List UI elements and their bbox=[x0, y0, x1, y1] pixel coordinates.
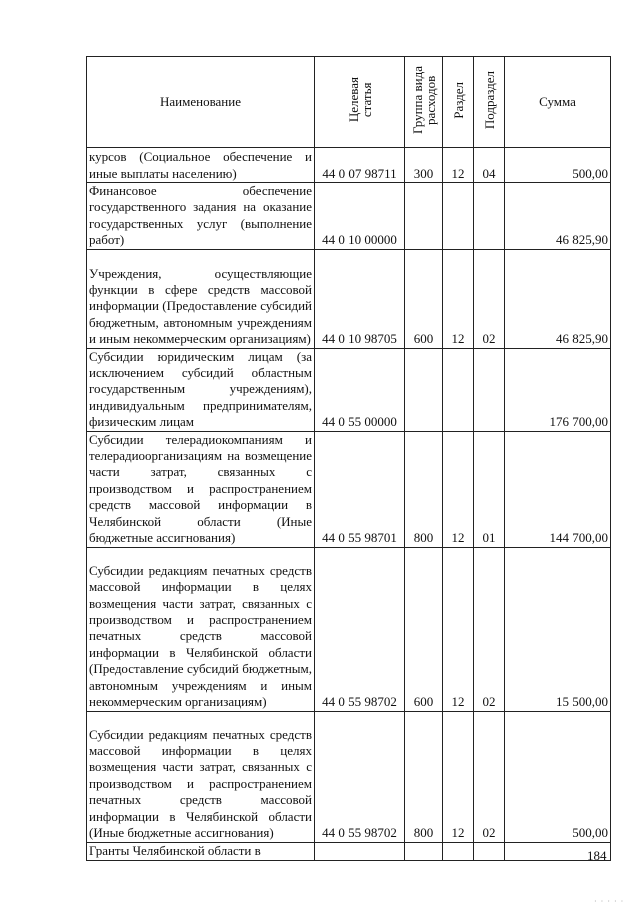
header-expense-group: Группа вида расходов bbox=[405, 57, 443, 148]
header-target-article: Целевая статья bbox=[315, 57, 405, 148]
row-name: Субсидии телерадиокомпаниям и телерадиоорганизациям на возмещение части затрат, связанных с производством и распространением средств массовой информации в Челябинской области (Иные бюджетные ассигнования) bbox=[87, 431, 315, 547]
row-name: Субсидии редакциям печатных средств массовой информации в целях возмещения части затрат, связанных с производством и распространением печатных средств массовой информации в Челябинской области (Иные бюджетные ассигнования) bbox=[87, 711, 315, 842]
row-group bbox=[405, 348, 443, 431]
row-sum: 15 500,00 bbox=[505, 547, 611, 711]
row-section: 12 bbox=[443, 711, 474, 842]
row-sum: 144 700,00 bbox=[505, 431, 611, 547]
page-number: 184 bbox=[587, 848, 607, 863]
row-group: 800 bbox=[405, 711, 443, 842]
row-subsection: 02 bbox=[474, 711, 505, 842]
row-section: 12 bbox=[443, 249, 474, 348]
row-name: Гранты Челябинской области в bbox=[87, 842, 315, 860]
table-row bbox=[87, 249, 611, 348]
row-section bbox=[443, 348, 474, 431]
row-name: Учреждения, осуществляющие функции в сфере средств массовой информации (Предоставление субсидий бюджетным, автономным учреждениям и иным некоммерческим организациям) bbox=[87, 249, 315, 348]
table-header-row bbox=[87, 57, 611, 148]
row-section bbox=[443, 183, 474, 250]
row-target bbox=[315, 842, 405, 860]
table-row bbox=[87, 842, 611, 860]
row-name: Субсидии редакциям печатных средств массовой информации в целях возмещения части затрат, связанных с производством и распространением печатных средств массовой информации в Челябинской области (Предоставление субсидий бюджетным, автономным учреждениям и иным некоммерческим организациям) bbox=[87, 547, 315, 711]
row-subsection: 02 bbox=[474, 547, 505, 711]
row-group: 600 bbox=[405, 547, 443, 711]
row-name: курсов (Социальное обеспечение и иные выплаты населению) bbox=[87, 148, 315, 183]
header-name: Наименование bbox=[87, 57, 315, 148]
row-sum: 500,00 bbox=[505, 148, 611, 183]
header-section: Раздел bbox=[443, 57, 474, 148]
row-subsection: 04 bbox=[474, 148, 505, 183]
row-subsection bbox=[474, 348, 505, 431]
scan-mark: · · · · · bbox=[594, 897, 625, 906]
budget-table bbox=[86, 56, 611, 861]
row-section: 12 bbox=[443, 547, 474, 711]
table-row bbox=[87, 183, 611, 250]
row-subsection: 02 bbox=[474, 249, 505, 348]
row-group: 300 bbox=[405, 148, 443, 183]
row-group bbox=[405, 183, 443, 250]
row-section bbox=[443, 842, 474, 860]
row-section: 12 bbox=[443, 431, 474, 547]
row-sum: 500,00 bbox=[505, 711, 611, 842]
row-target: 44 0 55 98701 bbox=[315, 431, 405, 547]
row-sum: 46 825,90 bbox=[505, 249, 611, 348]
row-sum: 46 825,90 bbox=[505, 183, 611, 250]
row-subsection: 01 bbox=[474, 431, 505, 547]
row-group bbox=[405, 842, 443, 860]
row-target: 44 0 07 98711 bbox=[315, 148, 405, 183]
row-name: Субсидии юридическим лицам (за исключением субсидий областным государственным учреждениям), индивидуальным предпринимателям, физическим лицам bbox=[87, 348, 315, 431]
row-target: 44 0 55 98702 bbox=[315, 547, 405, 711]
table-row bbox=[87, 711, 611, 842]
row-section: 12 bbox=[443, 148, 474, 183]
row-target: 44 0 55 00000 bbox=[315, 348, 405, 431]
row-subsection bbox=[474, 183, 505, 250]
row-target: 44 0 10 98705 bbox=[315, 249, 405, 348]
header-sum: Сумма bbox=[505, 57, 611, 148]
row-group: 800 bbox=[405, 431, 443, 547]
table-row bbox=[87, 348, 611, 431]
row-name: Финансовое обеспечение государственного задания на оказание государственных услуг (выполнение работ) bbox=[87, 183, 315, 250]
table-row bbox=[87, 431, 611, 547]
row-group: 600 bbox=[405, 249, 443, 348]
row-target: 44 0 10 00000 bbox=[315, 183, 405, 250]
table-row bbox=[87, 148, 611, 183]
row-target: 44 0 55 98702 bbox=[315, 711, 405, 842]
header-subsection: Подраздел bbox=[474, 57, 505, 148]
row-sum: 176 700,00 bbox=[505, 348, 611, 431]
row-subsection bbox=[474, 842, 505, 860]
table-row bbox=[87, 547, 611, 711]
